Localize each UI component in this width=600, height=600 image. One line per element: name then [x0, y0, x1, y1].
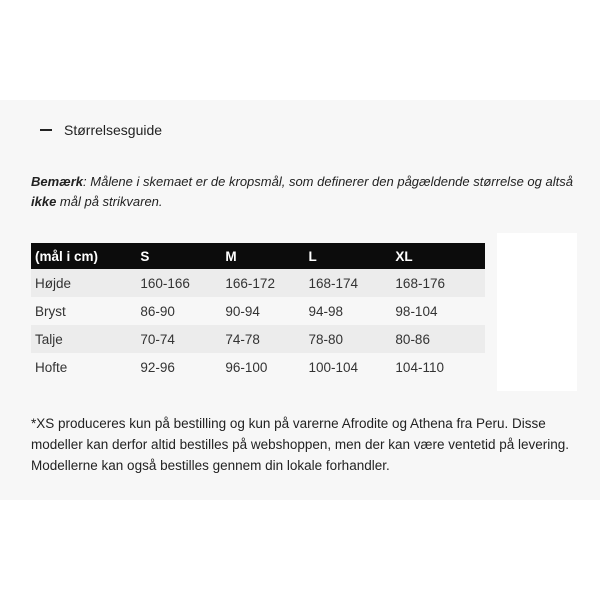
header-unit: (mål i cm) — [31, 243, 136, 269]
table-cell: 94-98 — [305, 297, 392, 325]
note-text-before: : Målene i skemaet er de kropsmål, som definerer den pågældende størrelse og altså — [83, 174, 573, 189]
table-row — [31, 353, 485, 381]
table-cell: 160-166 — [136, 269, 221, 297]
size-guide-accordion-toggle[interactable] — [40, 122, 162, 138]
row-label: Bryst — [31, 297, 136, 325]
header-size-s: S — [136, 243, 221, 269]
accordion-title: Størrelsesguide — [64, 122, 163, 138]
note-emphasis: ikke — [31, 194, 57, 209]
table-cell: 100-104 — [305, 353, 392, 381]
row-label: Talje — [31, 325, 136, 353]
table-cell: 90-94 — [221, 297, 304, 325]
table-row — [31, 325, 485, 353]
minus-icon[interactable] — [40, 129, 52, 131]
table-cell: 168-176 — [391, 269, 485, 297]
table-cell: 70-74 — [136, 325, 221, 353]
row-label: Højde — [31, 269, 136, 297]
table-cell: 98-104 — [391, 297, 485, 325]
size-note — [31, 172, 576, 212]
header-size-xl: XL — [391, 243, 485, 269]
table-cell: 166-172 — [221, 269, 304, 297]
table-cell: 96-100 — [221, 353, 304, 381]
xs-footnote: *XS produceres kun på bestilling og kun på varerne Afrodite og Athena fra Peru. Disse modeller kan derfor altid bestilles på webshoppen, men der kan være ventetid på levering. Modellerne kan også bestilles gennem din lokale forhandler. — [31, 416, 570, 473]
table-side-blank — [497, 233, 577, 391]
table-cell: 92-96 — [136, 353, 221, 381]
row-label: Hofte — [31, 353, 136, 381]
table-cell: 80-86 — [391, 325, 485, 353]
table-row — [31, 269, 485, 297]
table-cell: 74-78 — [221, 325, 304, 353]
header-size-l: L — [305, 243, 392, 269]
table-cell: 86-90 — [136, 297, 221, 325]
note-text-after: mål på strikvaren. — [56, 194, 163, 209]
table-cell: 78-80 — [305, 325, 392, 353]
table-cell: 168-174 — [305, 269, 392, 297]
note-label: Bemærk — [31, 174, 84, 189]
table-header-row — [31, 243, 485, 269]
header-size-m: M — [221, 243, 304, 269]
size-table — [31, 243, 485, 381]
table-cell: 104-110 — [391, 353, 485, 381]
size-guide-panel — [0, 100, 600, 500]
table-row — [31, 297, 485, 325]
